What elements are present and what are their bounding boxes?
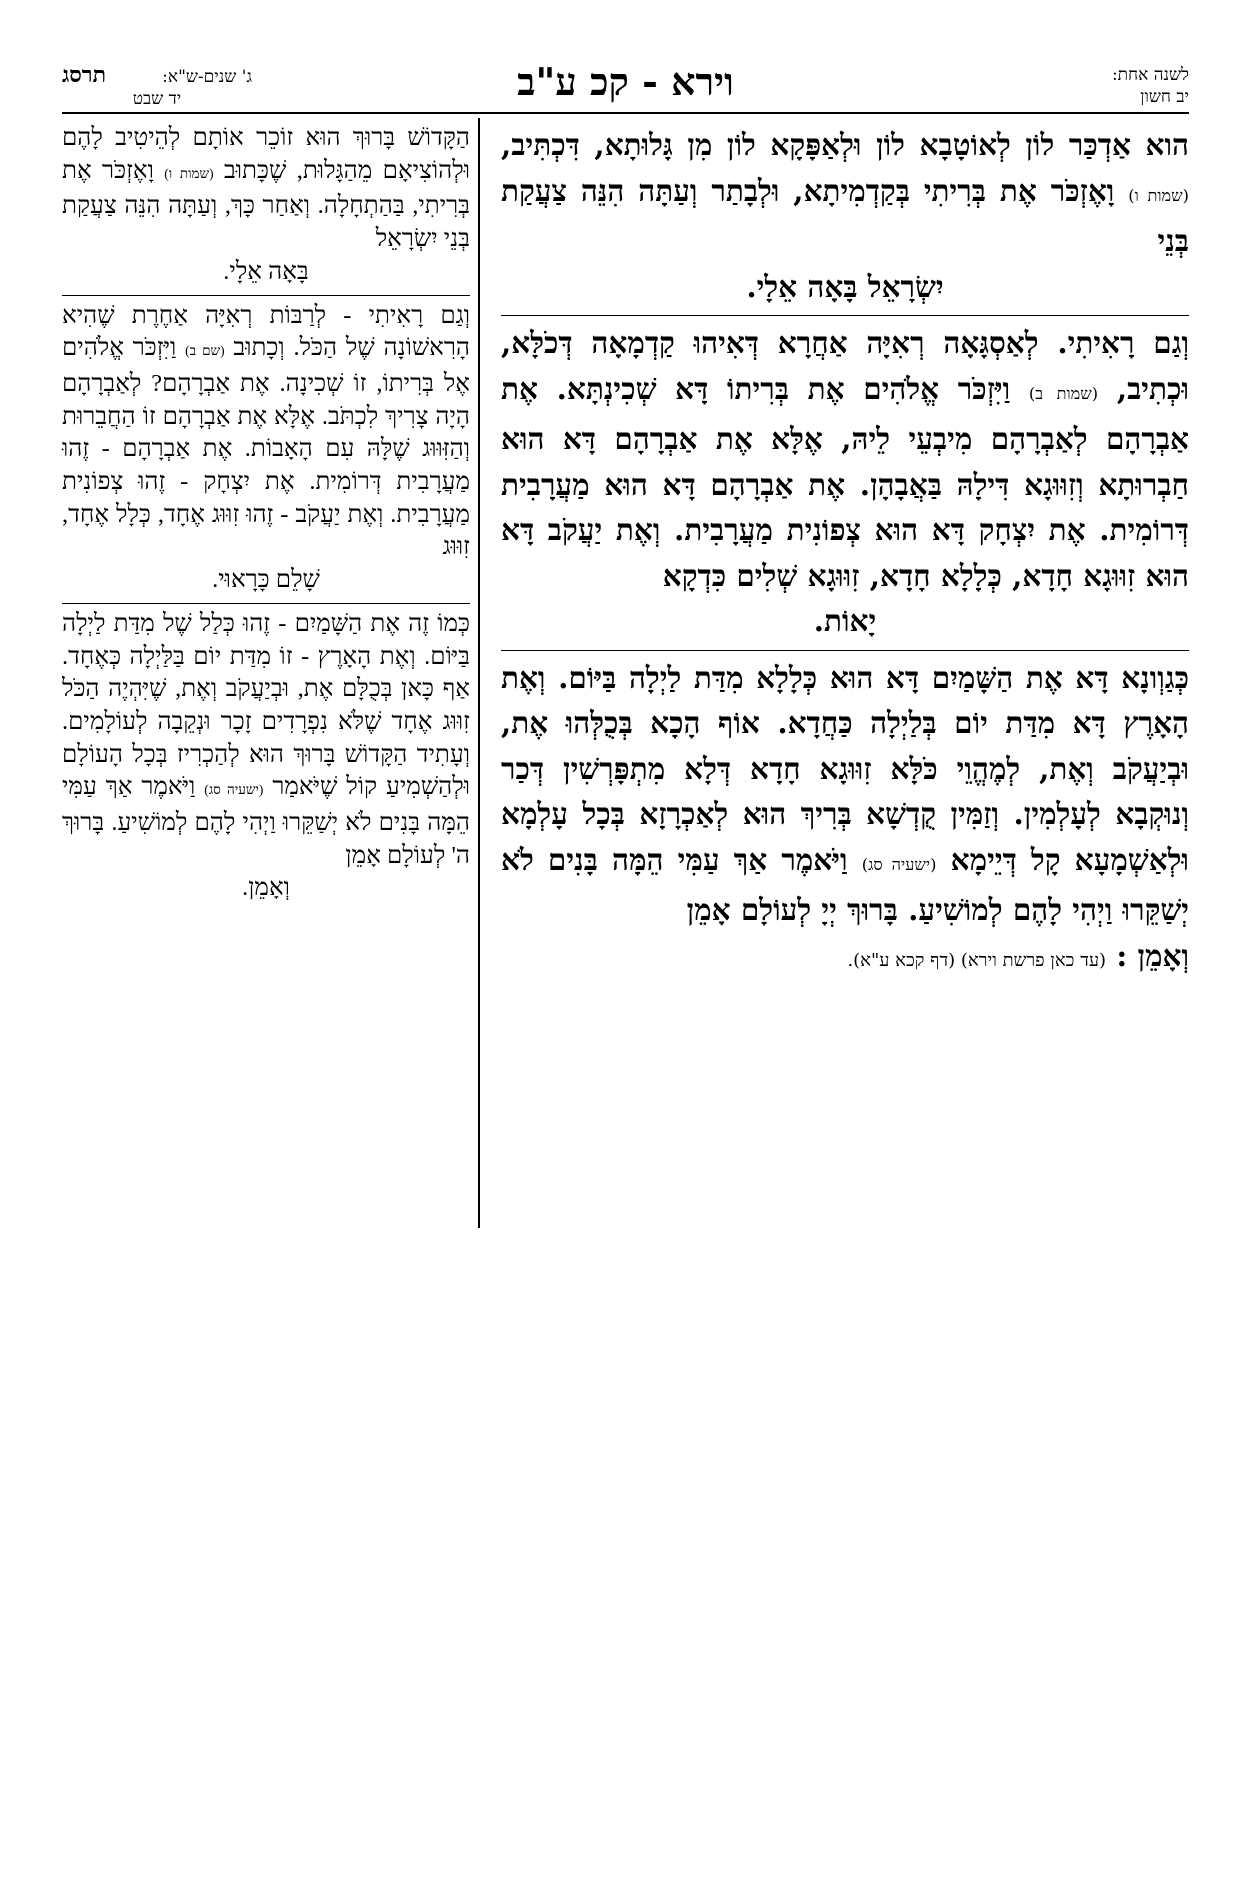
side-s3-text-b: וַיֹּאמֶר אַךְ עַמִּי הֵמָּה בָּנִים לֹא יְשַׁקֵּרוּ וַיְהִי לָהֶם לְמוֹשִׁיעַ. בָּרוּךְ ה' לְעוֹלָם אָמֵן: [62, 773, 470, 869]
column-divider: [478, 118, 480, 1228]
side-s1-last-line: בָּאָה אֵלָי.: [223, 257, 309, 285]
side-s3-last-line: וְאָמֵן.: [242, 874, 290, 902]
page-number: תרסג: [62, 62, 106, 88]
header-date-right: יב חשון: [1140, 87, 1189, 107]
translation-column: [62, 122, 470, 911]
side-s2-text: וְגַם רָאִיתִי - לְרַבּוֹת רְאִיָּה אַחֶרֶת שֶׁהִיא הָרִאשׁוֹנָה שֶׁל הַכֹּל. וְכָתוּב: [62, 301, 471, 362]
main-paragraph-1: [501, 122, 1189, 309]
page-title: וירא - קכ ע"ב: [517, 59, 734, 104]
side-s1-text-b: וָאֶזְכֹּר אֶת בְּרִיתִי, בַּהַתְחָלָה. וְאַחַר כָּךְ, וְעַתָּה הִנֵּה צַעֲקַת בְּנֵי יִשְׂרָאֵל: [62, 156, 470, 253]
side-s3-reference: (ישעיה סג): [204, 782, 264, 798]
header-one-year-label: לשנה אחת:: [1111, 65, 1189, 85]
header-left-block: [62, 64, 252, 110]
side-s1-text: הַקָּדוֹשׁ בָּרוּךְ הוּא זוֹכֵר אוֹתָם לְהֵיטִיב לָהֶם וּלְהוֹצִיאָם מֵהַגָּלוּת, שֶׁכָּתוּב: [62, 124, 470, 184]
main-p3-reference: (ישעיה סג): [861, 854, 937, 874]
main-p3-text: כְּגַוְונָא דָּא אֶת הַשָּׁמַיִם דָּא הוּא כְּלָלָא מִדַּת לַיְלָה בַּיּוֹם. וְאֶת הָאָרֶץ דָּא מִדַּת יוֹם בְּלַיְלָה כַּחֲדָא. אוֹף הָכָא בְּכֻלְּהוּ אֶת, וּבְיַעֲקֹב וְאֶת, לְמֶהֱוֵי כֹּלָּא זִוּוּגָא חָדָא דְּלָא מִתְפָּרְשִׁין דְּכַר וְנוּקְבָא לְעָלְמִין. וְזַמִּין קֻדְשָׁא בְּרִיךְ הוּא לְאַכְרָזָא בְּכָל עָלְמָא וּלְאַשְׁמָעָא קָל דְּיֵימָא: [501, 659, 1189, 877]
side-paragraph-2: [62, 295, 470, 597]
side-s3-text: כְּמוֹ זֶה אֶת הַשָּׁמַיִם - זֶהוּ כְּלַל שֶׁל מִדַּת לַיְלָה בַּיּוֹם. וְאֶת הָאָרֶץ - זוֹ מִדַּת יוֹם בַּלַּיְלָה כְּאֶחָד. אַף כָּאן בְּכֻלָּם אֶת, וּבְיַעֲקֹב וְאֶת, שֶׁיִּהְיֶה הַכֹּל זִוּוּג אֶחָד שֶׁלֹּא נִפְרָדִים זָכָר וּנְקֵבָה לְעוֹלָמִים. וְעָתִיד הַקָּדוֹשׁ בָּרוּךְ הוּא לְהַכְרִיז בְּכָל הָעוֹלָם וּלְהַשְׁמִיעַ קוֹל שֶׁיֹּאמַר: [62, 609, 470, 801]
side-s2-last-line: שָׁלֵם כָּרָאוּי.: [212, 566, 320, 594]
side-paragraph-3: [62, 603, 470, 905]
side-s2-text-b: וַיִּזְכֹּר אֱלֹהִים אֶל בְּרִיתוֹ, זוֹ שְׁכִינָה. אֶת אַבְרָהָם? לְאַבְרָהָם הָיָה צָרִיךְ לִכְתֹּב. אֶלָּא אֶת אַבְרָהָם זוֹ הַחֲבֵרוּת וְהַזִּוּוּג שֶׁלָּהּ עִם הָאָבוֹת. אֶת אַבְרָהָם - זֶהוּ מַעֲרָבִית דְּרוֹמִית. אֶת יִצְחָק - זֶהוּ צְפוֹנִית מַעֲרָבִית. וְאֶת יַעֲקֹב - זֶהוּ זִוּוּג אֶחָד, כְּלָל אֶחָד, זִוּוּג: [62, 334, 470, 561]
header-date-left: יד שבט: [132, 89, 182, 109]
page-header: [62, 58, 1189, 114]
side-s1-reference: (שמות ו): [164, 165, 214, 181]
main-p1-last-line: יִשְׂרָאֵל בָּאָה אֵלָי.: [746, 268, 944, 304]
main-p3-last-line: וְאָמֵן :: [1116, 937, 1189, 973]
side-paragraph-1: [62, 122, 470, 289]
main-p1-text: הוא אַדְכַּר לוֹן לְאוֹטָבָא לוֹן וּלְאַפָּקָא לוֹן מִן גָּלוּתָא, דִּכְתִּיב,: [501, 127, 1189, 162]
main-p2-reference: (שמות ב): [1028, 383, 1099, 403]
main-p2-text: וְגַם רָאִיתִי. לְאַסְגָּאָה רְאִיָּה אַחֲרָא דְּאִיהוּ קַדְמָאָה דְּכֹלָּא, וּכְתִיב,: [501, 325, 1189, 406]
main-paragraph-3: [501, 650, 1189, 984]
main-p1-text-b: וָאֶזְכֹּר אֶת בְּרִיתִי בְּקַדְמִיתָא, וּלְבָתַר וְעַתָּה הִנֵּה צַעֲקַת בְּנֵי: [501, 172, 1189, 258]
header-rule: [62, 112, 1189, 114]
side-s2-reference: (שם ב): [185, 343, 225, 359]
header-three-years-label: ג' שנים-ש"א:: [162, 67, 252, 87]
section-end-note: (עד כאן פרשת וירא) (דף קכא ע"א).: [847, 949, 1107, 971]
main-text-column: [501, 122, 1189, 989]
main-p2-text-b: וַיִּזְכֹּר אֱלֹהִים אֶת בְּרִיתוֹ דָּא שְׁכִינְתָּא. אֶת אַבְרָהָם לְאַבְרָהָם מִיבְעֵי לֵיהּ, אֶלָּא אֶת אַבְרָהָם דָּא הוּא חַבְרוּתָא וְזִוּוּגָא דִּילָהּ בַּאֲבָהָן. אֶת אַבְרָהָם דָּא הוּא מַעֲרָבִית דְּרוֹמִית. אֶת יִצְחָק דָּא הוּא צְפוֹנִית מַעֲרָבִית. וְאֶת יַעֲקֹב דָּא הוּא זִוּוּגָא חָדָא, כְּלָלָא חָדָא, זִוּוּגָא שְׁלִים כִּדְקָא: [501, 370, 1189, 593]
main-paragraph-2: [501, 315, 1189, 644]
main-p1-reference: (שמות ו): [1128, 185, 1189, 205]
main-p2-last-line: יָאוֹת.: [813, 603, 877, 638]
main-p3-text-b: וַיֹּאמֶר אַךְ עַמִּי הֵמָּה בָּנִים לֹא יְשַׁקֵּרוּ וַיְהִי לָהֶם לְמוֹשִׁיעַ. בָּרוּךְ יְיָ לְעוֹלָם אָמֵן: [501, 841, 1189, 927]
